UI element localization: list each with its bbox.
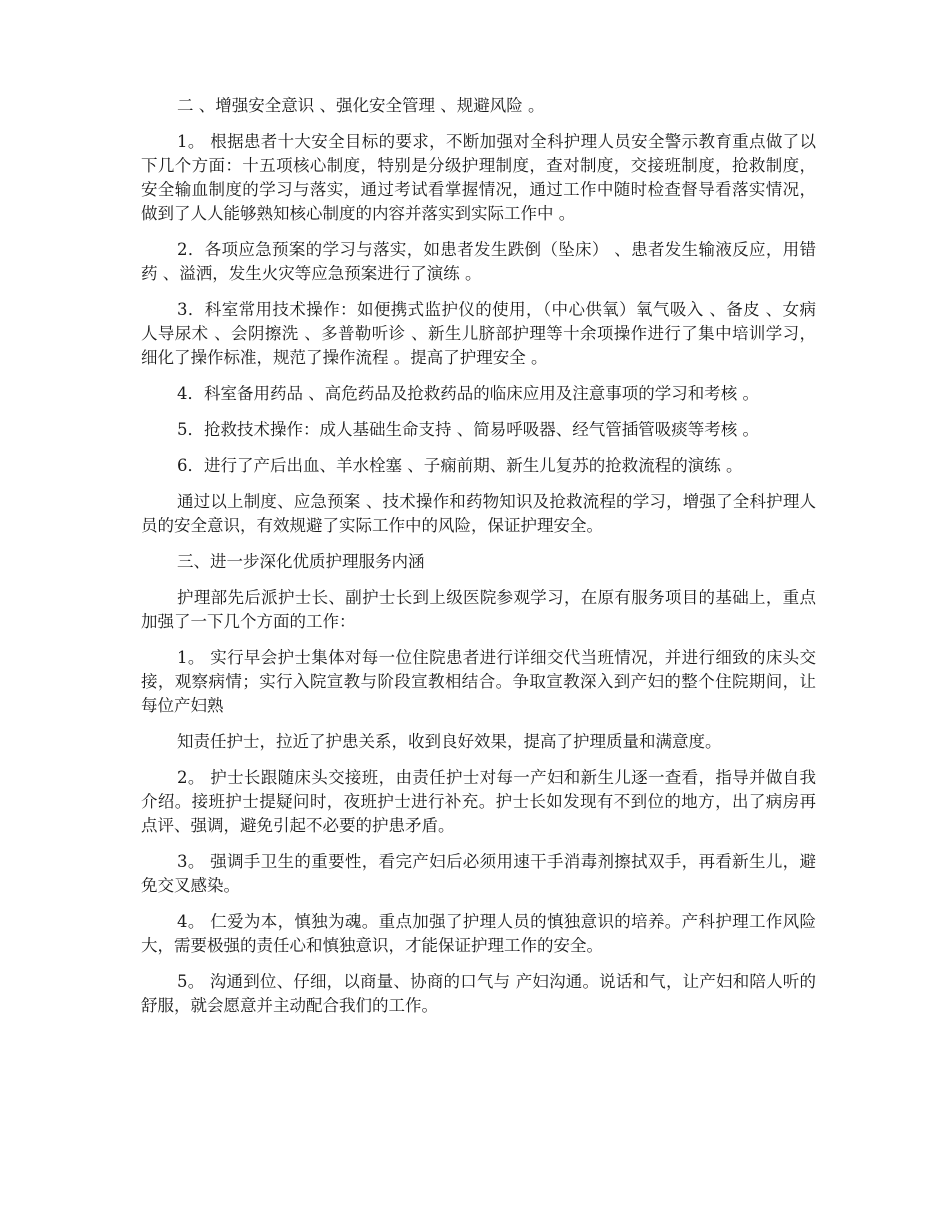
paragraph: 通过以上制度、应急预案 、技术操作和药物知识及抢救流程的学习，增强了全科护理人员的安全意识，有效规避了实际工作中的风险，保证护理安全。 xyxy=(141,492,816,535)
paragraph: 4。 仁爱为本，慎独为魂。重点加强了护理人员的慎独意识的培养。产科护理工作风险大，需要极强的责任心和慎独意识，才能保证护理工作的安全。 xyxy=(141,912,816,955)
document-body xyxy=(141,94,816,1030)
paragraph: 2．各项应急预案的学习与落实，如患者发生跌倒（坠床） 、患者发生输液反应，用错药 、溢洒，发生火灾等应急预案进行了演练 。 xyxy=(141,240,816,283)
paragraph: 3。 强调手卫生的重要性，看完产妇后必须用速干手消毒剂擦拭双手，再看新生儿，避免交叉感染。 xyxy=(141,852,816,895)
paragraph: 1。 根据患者十大安全目标的要求，不断加强对全科护理人员安全警示教育重点做了以下几个方面：十五项核心制度，特别是分级护理制度，查对制度，交接班制度，抢救制度，安全输血制度的学习与落实，通过考试看掌握情况，通过工作中随时检查督导看落实情况，做到了人人能够熟知核心制度的内容并落实到实际工作中 。 xyxy=(141,132,816,223)
paragraph: 1。 实行早会护士集体对每一位住院患者进行详细交代当班情况，并进行细致的床头交接，观察病情；实行入院宣教与阶段宣教相结合。争取宣教深入到产妇的整个住院期间，让每位产妇熟 xyxy=(141,648,816,715)
section-heading-two: 二 、增强安全意识 、强化安全管理 、规避风险 。 xyxy=(177,96,545,115)
paragraph: 6．进行了产后出血、羊水栓塞 、子痫前期、新生儿复苏的抢救流程的演练 。 xyxy=(177,456,743,475)
paragraph: 3．科室常用技术操作：如便携式监护仪的使用，（中心供氧）氧气吸入 、备皮 、女病人导尿术 、会阴擦洗 、多普勒听诊 、新生儿脐部护理等十余项操作进行了集中培训学习，细化了操作标准，规范了操作流程 。提高了护理安全 。 xyxy=(141,300,816,367)
paragraph: 知责任护士，拉近了护患关系，收到良好效果，提高了护理质量和满意度。 xyxy=(177,732,722,751)
paragraph: 5。 沟通到位、仔细，以商量、协商的口气与 产妇沟通。说话和气，让产妇和陪人听的舒服，就会愿意并主动配合我们的工作。 xyxy=(141,972,816,1015)
section-heading-three: 三、进一步深化优质护理服务内涵 xyxy=(177,552,425,571)
paragraph: 5．抢救技术操作：成人基础生命支持 、简易呼吸器、经气管插管吸痰等考核 。 xyxy=(177,420,759,439)
paragraph: 护理部先后派护士长、副护士长到上级医院参观学习，在原有服务项目的基础上，重点加强了一下几个方面的工作： xyxy=(141,588,816,631)
paragraph: 2。 护士长跟随床头交接班，由责任护士对每一产妇和新生儿逐一查看，指导并做自我介绍。接班护士提疑问时，夜班护士进行补充。护士长如发现有不到位的地方，出了病房再点评、强调，避免引起不必要的护患矛盾。 xyxy=(141,768,816,835)
paragraph: 4．科室备用药品 、高危药品及抢救药品的临床应用及注意事项的学习和考核 。 xyxy=(177,384,759,403)
